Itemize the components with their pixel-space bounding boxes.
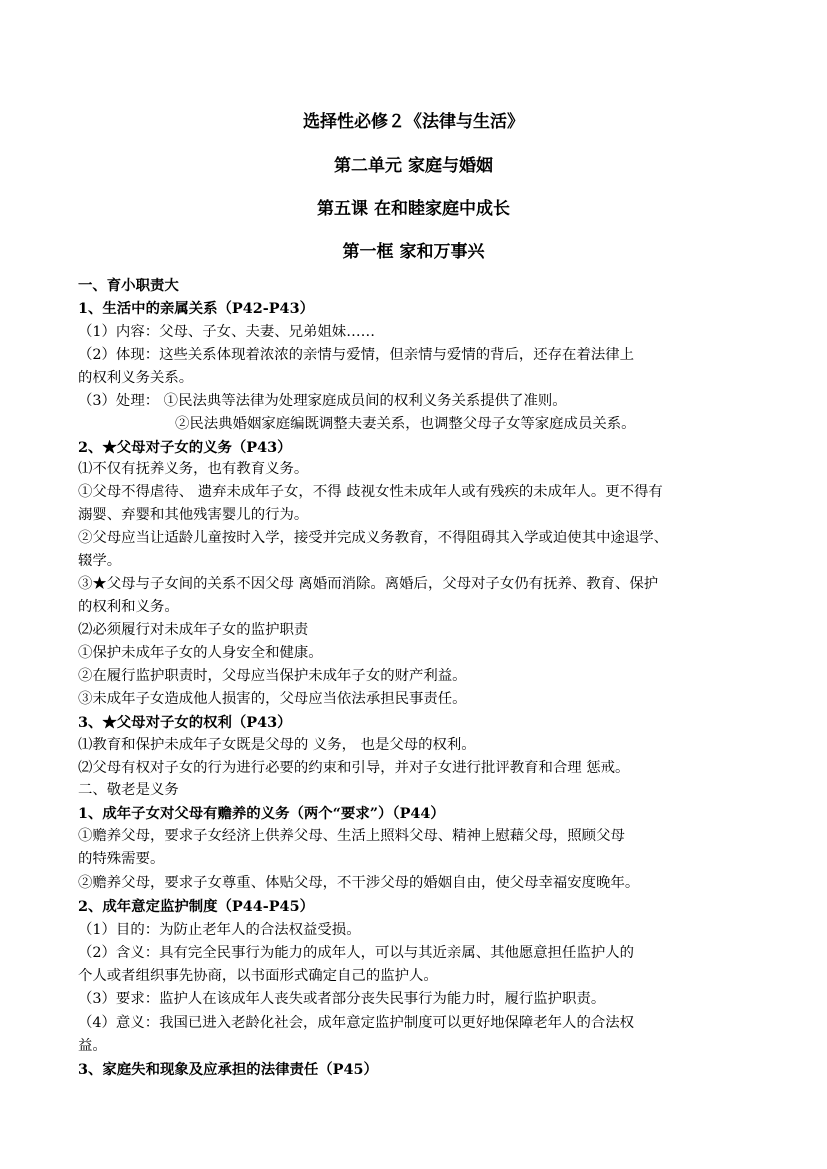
text-line: （1）目的：为防止老年人的合法权益受损。 [78, 922, 361, 938]
heading-1: 一、育小职责大 [78, 277, 179, 294]
text-line: （1）内容：父母、子女、夫妻、兄弟姐妹…… [78, 324, 375, 340]
subheading-1-1: 1、生活中的亲属关系（P42-P43） [78, 300, 314, 317]
text-line: 的特殊需要。 [78, 851, 165, 867]
text-line: ①保护未成年子女的人身安全和健康。 [78, 645, 323, 661]
text-line: ①父母不得虐待、 遗弃未成年子女，不得 歧视女性未成年人或有残疾的未成年人。更不得有 [78, 484, 663, 500]
text-line: 的权利义务关系。 [78, 370, 194, 386]
text-line: ②父母应当让适龄儿童按时入学，接受并完成义务教育，不得阻碍其入学或迫使其中途退学、 [78, 530, 669, 546]
text-line: ⑴教育和保护未成年子女既是父母的 义务， 也是父母的权利。 [78, 737, 476, 753]
text-line: （2）含义：具有完全民事行为能力的成年人，可以与其近亲属、其他愿意担任监护人的 [78, 945, 635, 961]
text-line: ③未成年子女造成他人损害的，父母应当依法承担民事责任。 [78, 691, 467, 707]
heading-2: 二、敬老是义务 [78, 782, 179, 798]
text-line: ⑴不仅有抚养义务，也有教育义务。 [78, 461, 309, 477]
text-line: （2）体现：这些关系体现着浓浓的亲情与爱情，但亲情与爱情的背后，还存在着法律上 [78, 347, 635, 363]
subheading-1-3: 3、★父母对子女的权利（P43） [78, 714, 292, 731]
text-line: ②赡养父母，要求子女尊重、体贴父母，不干涉父母的婚姻自由，使父母幸福安度晚年。 [78, 875, 640, 891]
subheading-1-2: 2、★父母对子女的义务（P43） [78, 439, 292, 456]
lesson-title: 第五课 在和睦家庭中成长 [317, 199, 510, 219]
text-line: （3）处理： ①民法典等法律为处理家庭成员间的权利义务关系提供了准则。 [78, 393, 567, 409]
text-line: ③★父母与子女间的关系不因父母 离婚而消除。离婚后，父母对子女仍有抚养、教育、保护 [78, 576, 659, 592]
text-line: （4）意义：我国已进入老龄化社会，成年意定监护制度可以更好地保障老年人的合法权 [78, 1015, 635, 1031]
text-line: （3）要求：监护人在该成年人丧失或者部分丧失民事行为能力时，履行监护职责。 [78, 991, 606, 1007]
section-title: 第一框 家和万事兴 [342, 242, 485, 262]
text-line: ①赡养父母，要求子女经济上供养父母、生活上照料父母、精神上慰藉父母，照顾父母 [78, 828, 625, 844]
text-line: 辍学。 [78, 553, 122, 569]
text-line: ⑵必须履行对未成年子女的监护职责 [78, 622, 309, 638]
subheading-2-3: 3、家庭失和现象及应承担的法律责任（P45） [78, 1061, 378, 1078]
text-line: ②民法典婚姻家庭编既调整夫妻关系，也调整父母子女等家庭成员关系。 [175, 416, 636, 432]
unit-title: 第二单元 家庭与婚姻 [334, 156, 493, 176]
book-title: 选择性必修２《法律与生活》 [303, 112, 524, 132]
text-line: 个人或者组织事先协商，以书面形式确定自己的监护人。 [78, 968, 438, 984]
text-line: 的权利和义务。 [78, 599, 179, 615]
text-line: 益。 [78, 1038, 107, 1054]
subheading-2-1: 1、成年子女对父母有赡养的义务（两个“要求”）（P44） [78, 805, 445, 822]
text-line: ②在履行监护职责时，父母应当保护未成年子女的财产利益。 [78, 668, 467, 684]
text-line: ⑵父母有权对子女的行为进行必要的约束和引导，并对子女进行批评教育和合理 惩戒。 [78, 760, 630, 776]
subheading-2-2: 2、成年意定监护制度（P44-P45） [78, 898, 314, 915]
text-line: 溺婴、弃婴和其他残害婴儿的行为。 [78, 507, 309, 523]
